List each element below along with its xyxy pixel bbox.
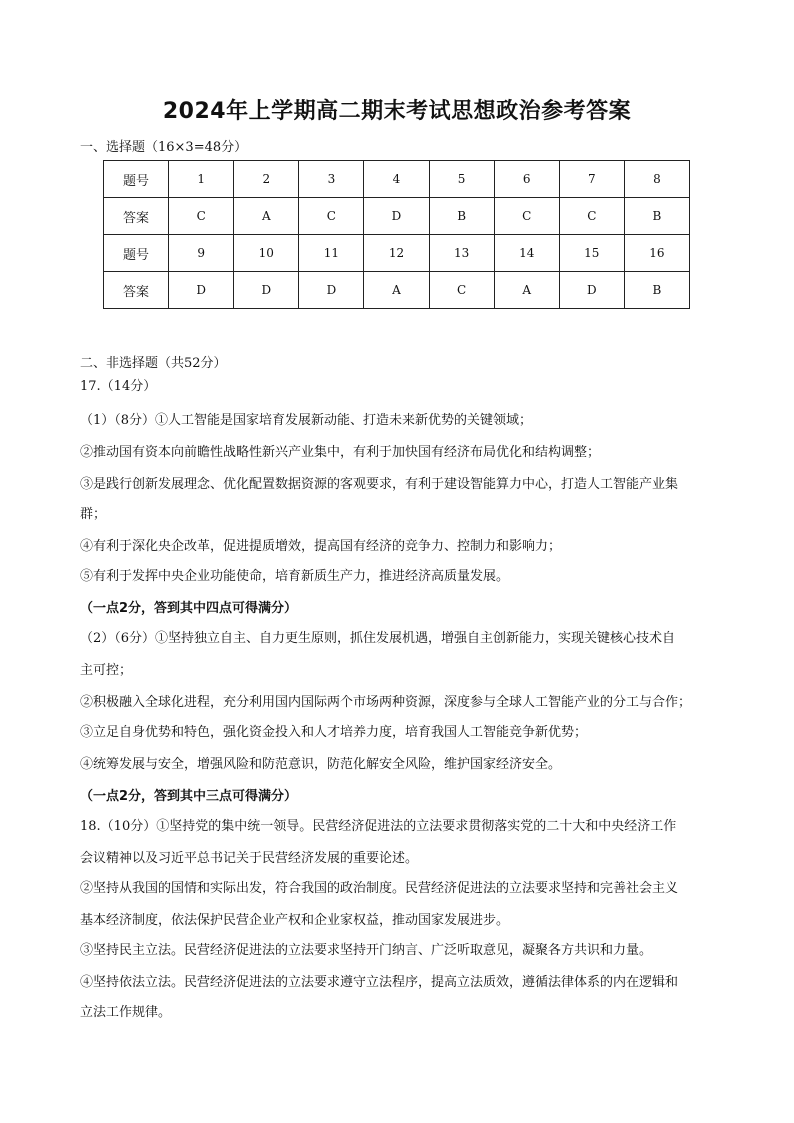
answer-line: 基本经济制度，依法保护民营企业产权和企业家权益，推动国家发展进步。 <box>80 913 510 928</box>
table-cell: D <box>234 272 299 309</box>
answer-line: 群； <box>80 507 107 522</box>
table-cell: 5 <box>429 161 494 198</box>
answer-line: 立法工作规律。 <box>80 1005 172 1020</box>
answer-line: 17.（14分） <box>80 379 157 394</box>
table-cell: A <box>364 272 429 309</box>
table-cell: B <box>624 272 689 309</box>
section-choice-heading: 一、选择题（16×3=48分） <box>80 140 248 155</box>
answer-line: 会议精神以及习近平总书记关于民营经济发展的重要论述。 <box>80 851 419 866</box>
answer-line: ③坚持民主立法。民营经济促进法的立法要求坚持开门纳言、广泛听取意见，凝聚各方共识和力量。 <box>80 943 653 958</box>
table-cell: 7 <box>559 161 624 198</box>
table-cell: A <box>234 198 299 235</box>
answer-line: ②积极融入全球化进程，充分利用国内国际两个市场两种资源，深度参与全球人工智能产业的分工与合作； <box>80 695 692 710</box>
table-cell: 12 <box>364 235 429 272</box>
table-cell: C <box>169 198 234 235</box>
answer-line: 18.（10分）①坚持党的集中统一领导。民营经济促进法的立法要求贯彻落实党的二十大和中央经济工作 <box>80 819 677 834</box>
table-cell: C <box>429 272 494 309</box>
table-cell: C <box>494 198 559 235</box>
page-title: 2024年上学期高二期末考试思想政治参考答案 <box>162 99 632 124</box>
answer-line: ③立足自身优势和特色，强化资金投入和人才培养力度，培育我国人工智能竞争新优势； <box>80 725 588 740</box>
table-cell: D <box>299 272 364 309</box>
table-cell: 9 <box>169 235 234 272</box>
table-cell: 14 <box>494 235 559 272</box>
answer-line: （1）（8分）①人工智能是国家培育发展新动能、打造未来新优势的关键领域； <box>80 413 533 428</box>
table-row <box>104 161 690 198</box>
table-cell: 4 <box>364 161 429 198</box>
table-cell: 10 <box>234 235 299 272</box>
answer-line: ⑤有利于发挥中央企业功能使命，培育新质生产力，推进经济高质量发展。 <box>80 569 510 584</box>
table-cell: C <box>299 198 364 235</box>
section-nonchoice-heading: 二、非选择题（共52分） <box>80 356 227 371</box>
table-cell: 3 <box>299 161 364 198</box>
table-row <box>104 198 690 235</box>
answer-line: ③是践行创新发展理念、优化配置数据资源的客观要求，有利于建设智能算力中心，打造人工智能产业集 <box>80 477 679 492</box>
table-cell: 16 <box>624 235 689 272</box>
table-row <box>104 235 690 272</box>
scoring-note: （一点2分，答到其中四点可得满分） <box>80 601 298 616</box>
table-cell: 8 <box>624 161 689 198</box>
table-cell: D <box>169 272 234 309</box>
answer-line: ④统筹发展与安全，增强风险和防范意识，防范化解安全风险，维护国家经济安全。 <box>80 757 562 772</box>
table-cell: B <box>429 198 494 235</box>
table-cell: 2 <box>234 161 299 198</box>
table-cell: C <box>559 198 624 235</box>
answer-line: ④坚持依法立法。民营经济促进法的立法要求遵守立法程序，提高立法质效，遵循法律体系的内在逻辑和 <box>80 975 679 990</box>
table-cell: 6 <box>494 161 559 198</box>
table-cell: 13 <box>429 235 494 272</box>
table-cell: D <box>559 272 624 309</box>
table-row <box>104 272 690 309</box>
answer-line: （2）（6分）①坚持独立自主、自力更生原则，抓住发展机遇，增强自主创新能力，实现关键核心技术自 <box>80 631 676 646</box>
row-header-cell: 答案 <box>104 198 169 235</box>
answer-line: ④有利于深化央企改革，促进提质增效，提高国有经济的竞争力、控制力和影响力； <box>80 539 562 554</box>
answer-line: ②推动国有资本向前瞻性战略性新兴产业集中，有利于加快国有经济布局优化和结构调整； <box>80 445 601 460</box>
scoring-note: （一点2分，答到其中三点可得满分） <box>80 789 298 804</box>
table-cell: 1 <box>169 161 234 198</box>
row-header-cell: 题号 <box>104 235 169 272</box>
row-header-cell: 题号 <box>104 161 169 198</box>
answer-table <box>103 160 690 309</box>
row-header-cell: 答案 <box>104 272 169 309</box>
table-cell: A <box>494 272 559 309</box>
table-cell: D <box>364 198 429 235</box>
table-cell: 15 <box>559 235 624 272</box>
answer-line: ②坚持从我国的国情和实际出发，符合我国的政治制度。民营经济促进法的立法要求坚持和完善社会主义 <box>80 881 679 896</box>
table-cell: 11 <box>299 235 364 272</box>
answer-line: 主可控； <box>80 663 133 678</box>
table-cell: B <box>624 198 689 235</box>
